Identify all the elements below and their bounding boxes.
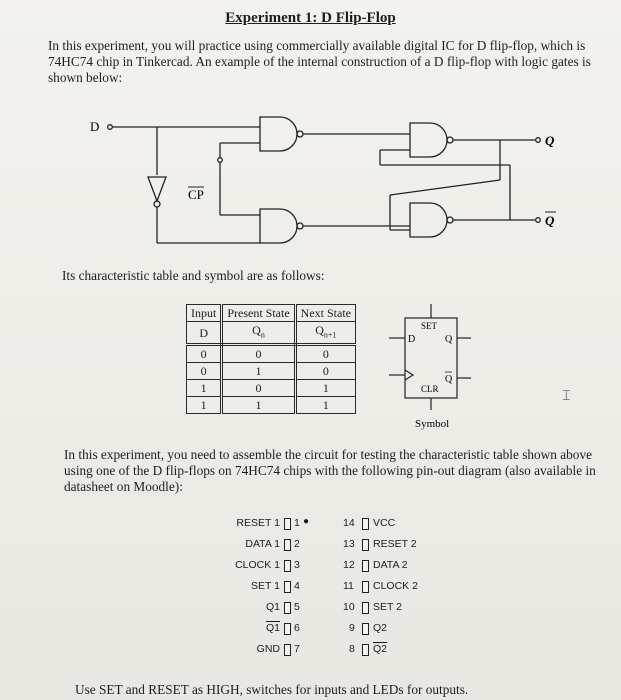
pin-1-dot-icon: ●: [303, 516, 310, 527]
pin-11-label: CLOCK 2: [373, 580, 418, 592]
circuit-qbar-label: Q: [545, 213, 555, 228]
circuit-cp-label: CP: [188, 187, 204, 202]
symbol-set-label: SET: [421, 321, 438, 331]
symbol-q-label: Q: [445, 334, 453, 345]
d-flip-flop-circuit-diagram: [80, 105, 580, 265]
pin-6-label: Q1: [265, 622, 280, 634]
table-sub-d: D: [187, 322, 222, 345]
pin-14-label: VCC: [373, 517, 396, 529]
intro-paragraph: In this experiment, you will practice using commercially available digital IC for D flip-flop, which is 74HC74 chip in Tinkercad. An example of the internal construction of a D flip-flop with logic gates is shown below:: [48, 38, 591, 85]
pin-2-label: DATA 1: [245, 538, 280, 550]
pin-3-label: CLOCK 1: [235, 559, 280, 571]
footer-instruction: Use SET and RESET as HIGH, switches for inputs and LEDs for outputs.: [75, 682, 469, 697]
table-sub-qn: $Q_n$: [222, 322, 295, 345]
ic-pinout-diagram: RESET 1 1 ● DATA 1 2 CLOCK 1 3 SET 1 4 Q1 5 Q1 6 GND 7 14 VCC 13 RESET 2 12 DATA 2 11 CLOCK 2 10 SET 2 9 Q2 8 Q2: [0, 512, 621, 672]
pin-7-label: GND: [256, 643, 280, 655]
characteristic-caption: Its characteristic table and symbol are as follows:: [62, 268, 325, 283]
symbol-qbar-label: Q: [445, 374, 453, 385]
symbol-caption: Symbol: [415, 418, 450, 430]
assembly-paragraph: In this experiment, you need to assemble the circuit for testing the characteristic table shown above using one of the D flip-flops on 74HC74 chips with the following pin-out diagram (also available in datasheet on Moodle):: [64, 447, 596, 494]
symbol-d-label: D: [408, 334, 416, 345]
table-header-present: Present State: [222, 305, 295, 322]
table-sub-qn1: $Q_{n+1}$: [295, 322, 355, 345]
table-row: 0 1 0: [187, 363, 356, 380]
pin-13-label: RESET 2: [373, 538, 417, 550]
symbol-clr-label: CLR: [421, 384, 439, 394]
pin-1-label: RESET 1: [236, 517, 280, 529]
pin-9-label: Q2: [373, 622, 388, 634]
table-header-next: Next State: [295, 305, 355, 322]
page-title: Experiment 1: D Flip-Flop: [225, 10, 396, 26]
table-row: 0 0 0: [187, 345, 356, 363]
table-row: 1 0 1: [187, 380, 356, 397]
pin-10-label: SET 2: [373, 601, 402, 613]
pin-8-label: Q2: [373, 643, 388, 655]
text-cursor-icon: ⌶: [562, 388, 571, 404]
table-row: 1 1 1: [187, 397, 356, 414]
table-header-input: Input: [187, 305, 222, 322]
characteristic-table: [186, 304, 356, 414]
pin-5-label: Q1: [265, 601, 280, 613]
pin-4-label: SET 1: [251, 580, 280, 592]
pin-12-label: DATA 2: [373, 559, 408, 571]
flip-flop-symbol: [385, 300, 485, 435]
circuit-d-label: D: [90, 119, 100, 134]
circuit-q-label: Q: [545, 133, 555, 148]
